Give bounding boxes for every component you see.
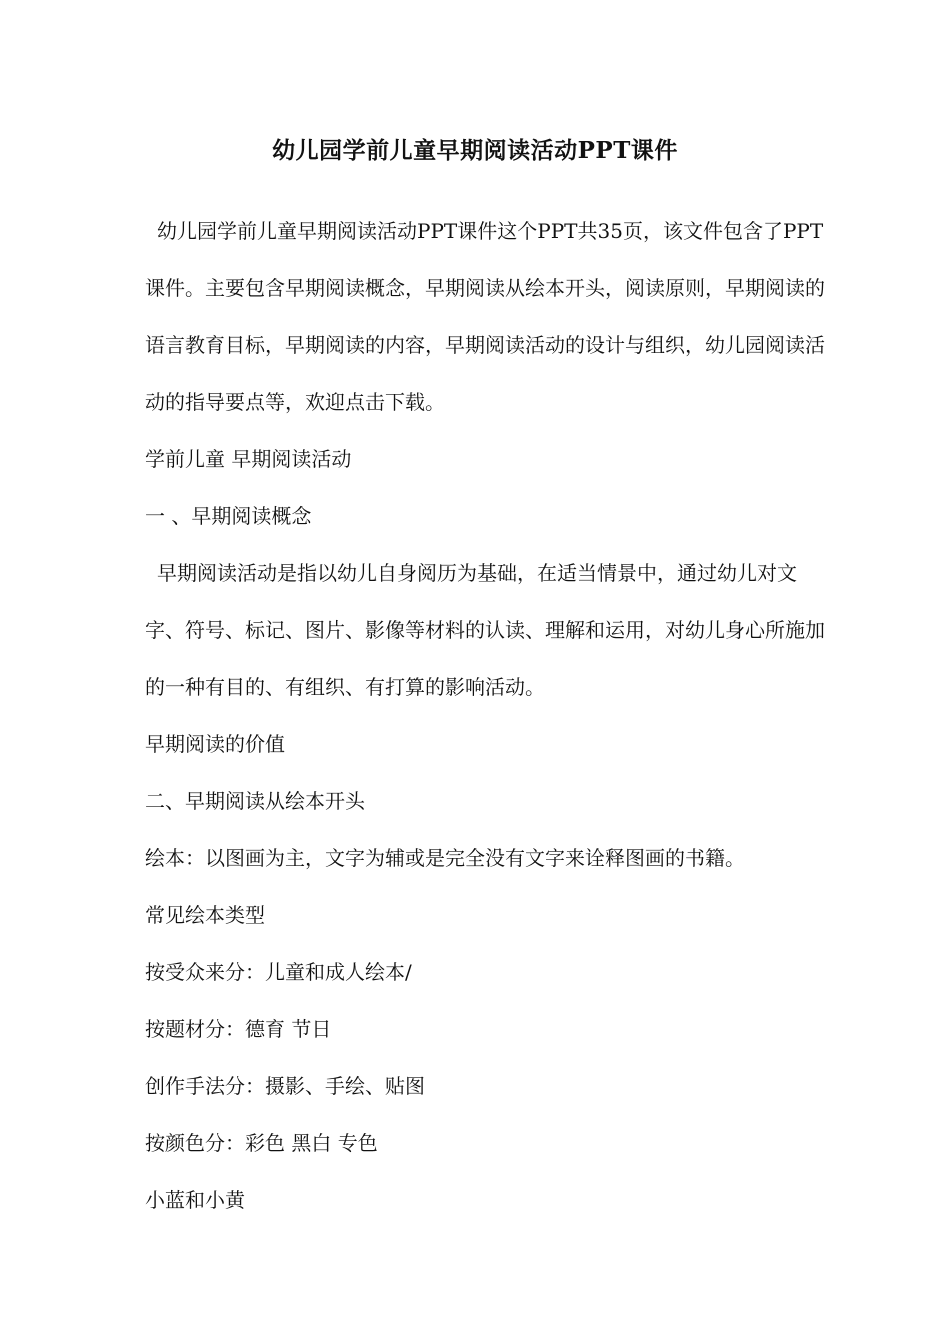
type-by-audience: 按受众来分：儿童和成人绘本/: [145, 960, 412, 984]
type-by-technique: 创作手法分：摄影、手绘、贴图: [145, 1074, 425, 1098]
section-heading-2: 二、早期阅读从绘本开头: [145, 789, 365, 813]
definition-paragraph: 早期阅读活动是指以幼儿自身阅历为基础，在适当情景中，通过幼儿对文字、符号、标记、图片、影像等材料的认读、理解和运用，对幼儿身心所施加的一种有目的、有组织、有打算的影响活动。: [145, 561, 825, 699]
section-subtitle: 学前儿童 早期阅读活动: [145, 447, 352, 471]
section-heading-1: 一 、早期阅读概念: [145, 504, 312, 528]
types-heading: 常见绘本类型: [145, 903, 265, 927]
picture-book-definition: 绘本：以图画为主，文字为辅或是完全没有文字来诠释图画的书籍。: [145, 846, 745, 870]
value-heading: 早期阅读的价值: [145, 732, 285, 756]
book-example: 小蓝和小黄: [145, 1188, 245, 1212]
intro-paragraph: 幼儿园学前儿童早期阅读活动PPT课件这个PPT共35页，该文件包含了PPT课件。主要包含早期阅读概念，早期阅读从绘本开头，阅读原则，早期阅读的语言教育目标，早期阅读的内容，早期阅读活动的设计与组织，幼儿园阅读活动的指导要点等，欢迎点击下载。: [145, 219, 825, 414]
type-by-color: 按颜色分：彩色 黑白 专色: [145, 1131, 378, 1155]
document-body: [145, 203, 835, 1229]
type-by-theme: 按题材分：德育 节日: [145, 1017, 332, 1041]
document-title: 幼儿园学前儿童早期阅读活动PPT课件: [272, 137, 678, 164]
